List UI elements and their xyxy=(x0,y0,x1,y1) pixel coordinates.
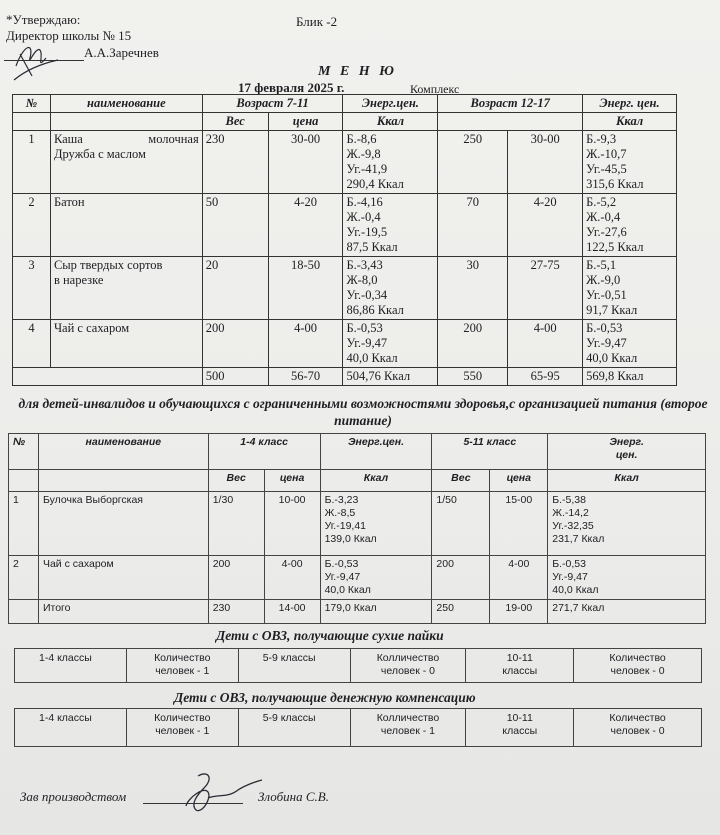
table-row xyxy=(9,492,706,556)
count-line: человек - 0 xyxy=(610,665,665,677)
nutrition-7-11 xyxy=(343,131,438,194)
money-count-5-9 xyxy=(350,709,466,747)
money-compensation-table xyxy=(14,708,702,747)
count-line: Количество xyxy=(609,652,666,664)
nutrition-line: 315,6 Ккал xyxy=(586,177,644,191)
weight-12-17: 200 xyxy=(438,320,508,368)
table-row xyxy=(13,194,677,257)
blank-label: Блик -2 xyxy=(296,14,338,29)
nutrition-line: Б.-3,43 xyxy=(346,258,383,272)
total-price-1-4: 14-00 xyxy=(264,600,320,624)
nutrition-line: Уг.-0,34 xyxy=(346,288,388,302)
money-compensation-caption: Дети с ОВЗ, получающие денежную компенсацию xyxy=(174,690,476,705)
second-meal-table xyxy=(8,433,706,624)
footer-name: Злобина С.В. xyxy=(258,789,329,804)
price-7-11: 18-50 xyxy=(268,257,343,320)
header-name: наименование xyxy=(50,95,202,113)
count-line: Количество xyxy=(154,712,211,724)
header-energy-2-line: цен. xyxy=(615,449,638,461)
nutrition-line: Уг.-32,35 xyxy=(552,520,594,532)
total-kcal-12-17: 569,8 Ккал xyxy=(583,368,677,386)
header-price: цена xyxy=(268,113,343,131)
dry-class-1-4: 1-4 классы xyxy=(15,649,127,683)
header-energy-1: Энерг.цен. xyxy=(320,434,432,470)
nutrition-line: Б.-0,53 xyxy=(346,321,383,335)
nutrition-line: Уг.-9,47 xyxy=(324,571,361,583)
count-line: Количество xyxy=(154,652,211,664)
row-num: 1 xyxy=(13,131,51,194)
dry-count-1-4 xyxy=(126,649,238,683)
nutrition-5-11 xyxy=(548,492,706,556)
dish-name: Булочка Выборгская xyxy=(38,492,208,556)
price-5-11: 15-00 xyxy=(490,492,548,556)
count-line: Колличество xyxy=(376,712,440,724)
money-class-1-4: 1-4 классы xyxy=(15,709,127,747)
nutrition-line: Б.-3,23 xyxy=(324,494,359,506)
total-kcal-1-4: 179,0 Ккал xyxy=(320,600,432,624)
nutrition-line: 40,0 Ккал xyxy=(324,584,371,596)
nutrition-line: Ж.-9,8 xyxy=(346,147,381,161)
weight-12-17: 70 xyxy=(438,194,508,257)
dish-name xyxy=(50,194,202,257)
nutrition-line: Ж.-8,5 xyxy=(324,507,356,519)
dish-name: Чай с сахаром xyxy=(38,556,208,600)
nutrition-line: 86,86 Ккал xyxy=(346,303,404,317)
nutrition-line: Б.-4,16 xyxy=(346,195,383,209)
header-weight: Вес xyxy=(202,113,268,131)
header-num: № xyxy=(13,95,51,113)
nutrition-line: Ж-8,0 xyxy=(346,273,378,287)
row-num: 2 xyxy=(9,556,39,600)
nutrition-line: Б.-5,2 xyxy=(586,195,617,209)
table-row xyxy=(9,556,706,600)
nutrition-7-11 xyxy=(343,257,438,320)
total-kcal-5-11: 271,7 Ккал xyxy=(548,600,706,624)
menu-date: 17 февраля 2025 г. xyxy=(238,80,345,95)
class-line: 10-11 xyxy=(506,712,533,724)
table-row xyxy=(13,257,677,320)
class-line: классы xyxy=(502,725,538,737)
price-12-17: 4-00 xyxy=(508,320,583,368)
count-line: Количество xyxy=(609,712,666,724)
weight-12-17: 250 xyxy=(438,131,508,194)
nutrition-line: Б.-5,1 xyxy=(586,258,617,272)
price-12-17: 27-75 xyxy=(508,257,583,320)
director-name: А.А.Заречнев xyxy=(84,45,159,60)
approve-label: *Утверждаю: xyxy=(6,12,81,27)
weight-7-11: 20 xyxy=(202,257,268,320)
count-line: Колличество xyxy=(376,652,440,664)
header-class-5-11: 5-11 класс xyxy=(432,434,548,470)
total-weight-7-11: 500 xyxy=(202,368,268,386)
header-price-2: цена xyxy=(490,470,548,492)
count-line: человек - 0 xyxy=(380,665,436,677)
nutrition-line: 122,5 Ккал xyxy=(586,240,644,254)
money-count-1-4 xyxy=(126,709,238,747)
header-blank xyxy=(438,113,583,131)
header-kcal-2: Ккал xyxy=(583,113,677,131)
weight-12-17: 30 xyxy=(438,257,508,320)
nutrition-line: Уг.-45,5 xyxy=(586,162,627,176)
header-blank xyxy=(13,113,51,131)
dish-name-part: Сыр твердых сортов xyxy=(53,258,163,272)
dish-name-part: Каша xyxy=(53,132,83,146)
total-price-5-11: 19-00 xyxy=(490,600,548,624)
price-7-11: 4-20 xyxy=(268,194,343,257)
nutrition-7-11 xyxy=(343,194,438,257)
total-weight-1-4: 230 xyxy=(208,600,264,624)
weight-7-11: 200 xyxy=(202,320,268,368)
nutrition-line: Уг.-9,47 xyxy=(552,571,588,583)
nutrition-line: Б.-9,3 xyxy=(586,132,617,146)
nutrition-line: Б.-0,53 xyxy=(586,321,623,335)
row-num: 1 xyxy=(9,492,39,556)
row-num: 3 xyxy=(13,257,51,320)
nutrition-line: 139,0 Ккал xyxy=(324,533,377,545)
nutrition-line: 40,0 Ккал xyxy=(552,584,599,596)
header-age-12-17: Возраст 12-17 xyxy=(438,95,583,113)
nutrition-line: Ж.-10,7 xyxy=(586,147,627,161)
class-line: 10-11 xyxy=(506,652,533,664)
header-blank xyxy=(9,470,39,492)
price-5-11: 4-00 xyxy=(490,556,548,600)
nutrition-line: Уг.-9,47 xyxy=(586,336,627,350)
count-line: человек - 1 xyxy=(155,725,210,737)
price-1-4: 4-00 xyxy=(264,556,320,600)
nutrition-12-17 xyxy=(583,131,677,194)
total-row xyxy=(9,600,706,624)
dish-name xyxy=(50,131,202,194)
price-7-11: 30-00 xyxy=(268,131,343,194)
header-weight-2: Вес xyxy=(432,470,490,492)
dish-name-part: Дружба с маслом xyxy=(53,147,146,161)
total-label: Итого xyxy=(38,600,208,624)
header-name: наименование xyxy=(38,434,208,470)
nutrition-line: Б.-0,53 xyxy=(324,558,359,570)
header-energy-2: Энерг. цен. xyxy=(583,95,677,113)
weight-7-11: 50 xyxy=(202,194,268,257)
weight-1-4: 200 xyxy=(208,556,264,600)
header-energy-2 xyxy=(548,434,706,470)
class-line: классы xyxy=(502,665,538,677)
nutrition-line: Ж.-0,4 xyxy=(346,210,381,224)
nutrition-line: 87,5 Ккал xyxy=(346,240,398,254)
nutrition-12-17 xyxy=(583,320,677,368)
menu-title: М Е Н Ю xyxy=(318,64,397,79)
row-num: 2 xyxy=(13,194,51,257)
weight-5-11: 200 xyxy=(432,556,490,600)
menu-complex-label: Комплекс xyxy=(410,82,460,96)
header-kcal-2: Ккал xyxy=(548,470,706,492)
dish-name-part: молочная xyxy=(148,132,199,146)
nutrition-line: Б.-8,6 xyxy=(346,132,377,146)
total-price-7-11: 56-70 xyxy=(268,368,343,386)
money-class-5-9: 5-9 классы xyxy=(238,709,350,747)
director-signature xyxy=(6,36,76,84)
count-line: человек - 1 xyxy=(155,665,210,677)
dry-class-5-9: 5-9 классы xyxy=(238,649,350,683)
header-age-7-11: Возраст 7-11 xyxy=(202,95,343,113)
dry-count-5-9 xyxy=(350,649,466,683)
weight-7-11: 230 xyxy=(202,131,268,194)
nutrition-line: Уг.-27,6 xyxy=(586,225,627,239)
nutrition-5-11 xyxy=(548,556,706,600)
header-class-1-4: 1-4 класс xyxy=(208,434,320,470)
header-price-1: цена xyxy=(264,470,320,492)
footer-position: Зав производством xyxy=(20,789,127,804)
count-line: человек - 1 xyxy=(380,725,436,737)
dish-name-part: в нарезке xyxy=(53,273,104,287)
dry-count-10-11 xyxy=(574,649,702,683)
dish-name-part: Батон xyxy=(53,195,85,209)
header-blank xyxy=(50,113,202,131)
nutrition-line: Уг.-9,47 xyxy=(346,336,388,350)
header-energy-1: Энерг.цен. xyxy=(343,95,438,113)
price-12-17: 4-20 xyxy=(508,194,583,257)
header-num: № xyxy=(9,434,39,470)
nutrition-line: 290,4 Ккал xyxy=(346,177,404,191)
total-kcal-7-11: 504,76 Ккал xyxy=(343,368,438,386)
nutrition-line: 91,7 Ккал xyxy=(586,303,638,317)
nutrition-line: Ж.-0,4 xyxy=(586,210,621,224)
count-line: человек - 0 xyxy=(610,725,665,737)
total-row xyxy=(13,368,677,386)
header-kcal-1: Ккал xyxy=(320,470,432,492)
nutrition-line: Ж.-9,0 xyxy=(586,273,621,287)
header-energy-2-line: Энерг. xyxy=(609,436,644,448)
nutrition-line: Б.-0,53 xyxy=(552,558,586,570)
dry-rations-table xyxy=(14,648,702,683)
nutrition-7-11 xyxy=(343,320,438,368)
table-row xyxy=(13,131,677,194)
price-7-11: 4-00 xyxy=(268,320,343,368)
dry-rations-caption: Дети с ОВЗ, получающие сухие пайки xyxy=(216,628,444,643)
price-1-4: 10-00 xyxy=(264,492,320,556)
nutrition-line: 40,0 Ккал xyxy=(346,351,398,365)
main-menu-table xyxy=(12,94,677,386)
total-weight-5-11: 250 xyxy=(432,600,490,624)
nutrition-line: Ж.-14,2 xyxy=(552,507,589,519)
nutrition-line: Уг.-41,9 xyxy=(346,162,388,176)
nutrition-line: Б.-5,38 xyxy=(552,494,586,506)
second-meal-caption: для детей-инвалидов и обучающихся с ограниченными возможностями здоровья,с организацией питания (второе питание) xyxy=(18,396,708,428)
table-row xyxy=(13,320,677,368)
price-12-17: 30-00 xyxy=(508,131,583,194)
nutrition-1-4 xyxy=(320,556,432,600)
header-kcal-1: Ккал xyxy=(343,113,438,131)
dish-name xyxy=(50,257,202,320)
nutrition-1-4 xyxy=(320,492,432,556)
weight-5-11: 1/50 xyxy=(432,492,490,556)
nutrition-12-17 xyxy=(583,257,677,320)
total-blank xyxy=(9,600,39,624)
weight-1-4: 1/30 xyxy=(208,492,264,556)
money-count-10-11 xyxy=(574,709,702,747)
header-blank xyxy=(38,470,208,492)
director-title: Директор школы № 15 xyxy=(6,28,132,43)
nutrition-line: 40,0 Ккал xyxy=(586,351,638,365)
nutrition-line: 231,7 Ккал xyxy=(552,533,605,545)
total-blank xyxy=(13,368,203,386)
dry-class-10-11 xyxy=(466,649,574,683)
nutrition-line: Уг.-0,51 xyxy=(586,288,627,302)
nutrition-line: Уг.-19,5 xyxy=(346,225,388,239)
dish-name xyxy=(50,320,202,368)
total-price-12-17: 65-95 xyxy=(508,368,583,386)
nutrition-line: Уг.-19,41 xyxy=(324,520,366,532)
row-num: 4 xyxy=(13,320,51,368)
dish-name-part: Чай с сахаром xyxy=(53,321,130,335)
manager-signature xyxy=(168,768,268,818)
money-class-10-11 xyxy=(466,709,574,747)
nutrition-12-17 xyxy=(583,194,677,257)
header-weight-1: Вес xyxy=(208,470,264,492)
total-weight-12-17: 550 xyxy=(438,368,508,386)
